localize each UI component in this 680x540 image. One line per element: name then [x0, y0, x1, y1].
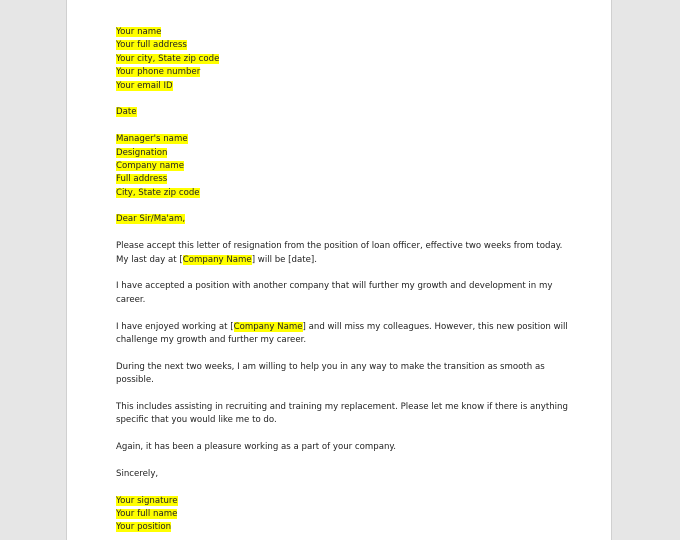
- spacer: [116, 93, 556, 106]
- recipient-city-line: [116, 187, 556, 200]
- letter-body: [116, 26, 568, 535]
- paragraph-enjoyed-working: [116, 321, 568, 348]
- signature-line: [116, 495, 556, 508]
- document-page: [66, 0, 612, 540]
- paragraph-line: I have accepted a position with another company that will further my growth and development in my: [116, 281, 553, 292]
- recipient-name-line: [116, 133, 556, 146]
- paragraph-line: challenge my growth and further my career.: [116, 334, 307, 345]
- recipient-address-line: [116, 173, 556, 186]
- salutation: Dear Sir/Ma'am,: [116, 214, 186, 225]
- spacer: [116, 227, 556, 240]
- company-name-placeholder: Company Name: [182, 254, 252, 265]
- spacer: [116, 481, 556, 494]
- sender-city-line: [116, 53, 556, 66]
- paragraph-pleasure: Again, it has been a pleasure working as a part of your company.: [116, 442, 397, 453]
- text-fragment: ] will be [date].: [251, 254, 317, 265]
- spacer: [116, 267, 556, 280]
- recipient-designation: Designation: [116, 147, 168, 158]
- paragraph-assistance: [116, 401, 568, 428]
- recipient-company: Company name: [116, 160, 184, 171]
- date-field: Date: [116, 107, 137, 118]
- spacer: [116, 428, 556, 441]
- sender-address-line: [116, 39, 556, 52]
- position-placeholder: Your position: [116, 522, 172, 533]
- company-name-placeholder: Company Name: [233, 321, 303, 332]
- sender-name-line: [116, 26, 556, 39]
- salutation-line: [116, 213, 556, 226]
- closing: Sincerely,: [116, 468, 159, 479]
- sender-email-line: [116, 80, 556, 93]
- spacer: [116, 120, 556, 133]
- paragraph-line: This includes assisting in recruiting and training my replacement. Please let me know if there is anything: [116, 401, 568, 412]
- sender-address: Your full address: [116, 40, 187, 51]
- paragraph-resignation: [116, 240, 563, 267]
- text-fragment: My last day at [: [116, 254, 183, 265]
- recipient-name: Manager's name: [116, 134, 188, 145]
- text-fragment: I have enjoyed working at [: [116, 321, 234, 332]
- spacer: [116, 347, 556, 360]
- recipient-city: City, State zip code: [116, 187, 200, 198]
- paragraph-transition: [116, 361, 556, 388]
- text-fragment: ] and will miss my colleagues. However, this new position will: [302, 321, 568, 332]
- full-name-placeholder: Your full name: [116, 509, 178, 520]
- paragraph-line: [116, 321, 568, 334]
- recipient-address: Full address: [116, 174, 168, 185]
- paragraph-line: possible.: [116, 375, 154, 386]
- position-line: [116, 521, 556, 534]
- paragraph-line: [116, 254, 556, 267]
- sender-phone: Your phone number: [116, 67, 201, 78]
- date-line: [116, 106, 556, 119]
- paragraph-line: During the next two weeks, I am willing to help you in any way to make the transition as smooth as: [116, 361, 545, 372]
- spacer: [116, 307, 556, 320]
- paragraph-new-position: [116, 280, 556, 307]
- spacer: [116, 200, 556, 213]
- full-name-line: [116, 508, 556, 521]
- sender-city: Your city, State zip code: [116, 53, 220, 64]
- recipient-designation-line: [116, 147, 556, 160]
- sender-name: Your name: [116, 27, 162, 37]
- spacer: [116, 455, 556, 468]
- paragraph-line: career.: [116, 294, 146, 305]
- signature-placeholder: Your signature: [116, 495, 178, 506]
- sender-email: Your email ID: [116, 80, 173, 91]
- paragraph-line: specific that you would like me to do.: [116, 415, 277, 426]
- recipient-company-line: [116, 160, 556, 173]
- spacer: [116, 388, 556, 401]
- paragraph-line: Please accept this letter of resignation from the position of loan officer, effective two weeks from today.: [116, 241, 563, 252]
- sender-phone-line: [116, 66, 556, 79]
